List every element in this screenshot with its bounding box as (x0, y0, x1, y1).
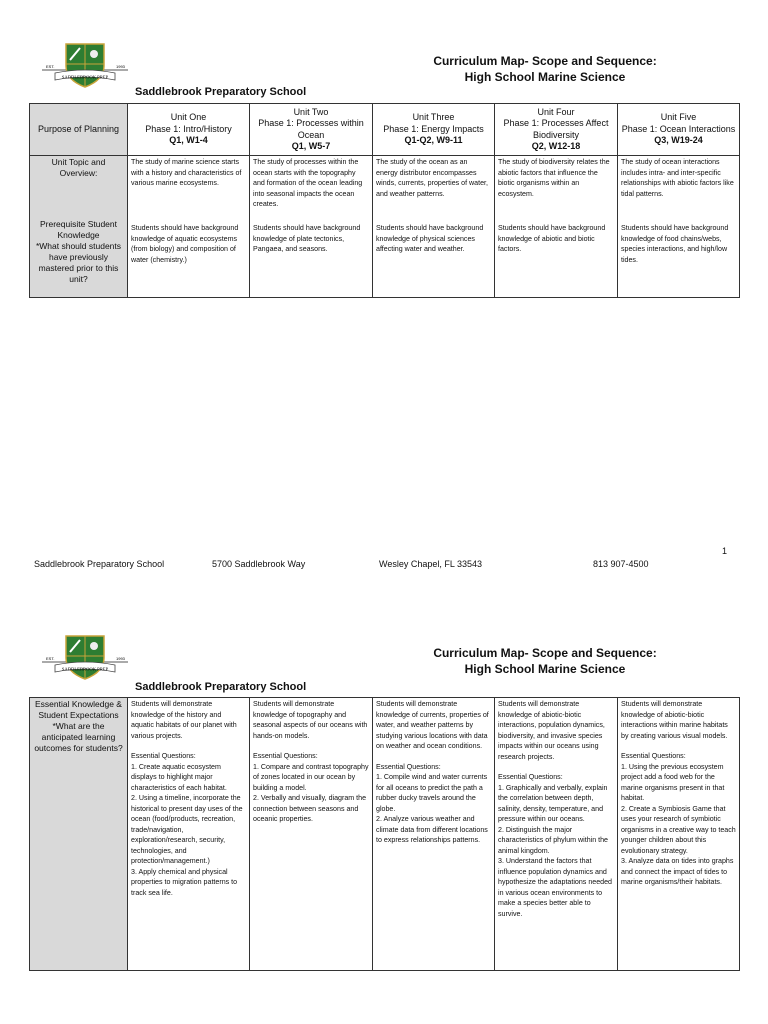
unit-three-expectations: Students will demonstrate knowledge of currents, properties of water, and weather patterns by studying various locations with data on weather and ocean conditions. Essential Questions: 1. Compile wind and water currents for all oceans to predict the path a rubber ducky travels around the globe. 2. Analyze various weather and climate data from different locations to express relationships patterns. (373, 698, 495, 971)
unit-three-header: Unit Three Phase 1: Energy Impacts Q1-Q2, W9-11 (373, 104, 495, 156)
unit-two-header: Unit Two Phase 1: Processes within Ocean Q1, W5-7 (250, 104, 373, 156)
document-title: Curriculum Map- Scope and Sequence: High School Marine Science (433, 54, 657, 84)
footer-city: Wesley Chapel, FL 33543 (379, 559, 483, 569)
unit-four-expectations: Students will demonstrate knowledge of abiotic-biotic interactions, population dynamics, biodiversity, and invasive species impacts within our oceans using research projects. Essential Questions: 1. Graphically and verbally, explain the correlation between depth, salinity, density, temperature, and pressure within our oceans. 2. Distinguish the major characteristics of phylum within the animal kingdom. 3. Understand the factors that influence population dynamics and hypothesize the adaptations needed in various ocean environments to make a species better able to survive. (495, 698, 618, 971)
purpose-header: Purpose of Planning (30, 104, 128, 156)
logo-text: SADDLEBROOK PREP (61, 666, 109, 672)
page-number: 1 (722, 546, 728, 556)
unit-one-cell: The study of marine science starts with a history and characteristics of various marine ecosystems. Students should have background knowledge of aquatic ecosystems (from biology) and composition of water (chemistry.) (128, 156, 250, 298)
unit-one-header: Unit One Phase 1: Intro/History Q1, W1-4 (128, 104, 250, 156)
unit-two-expectations: Students will demonstrate knowledge of topography and seasonal aspects of our oceans with hands-on models. Essential Questions: 1. Compare and contrast topography of zones located in our ocean by building a model. 2. Verbally and visually, diagram the connection between seasons and oceanic properties. (250, 698, 373, 971)
document-title: Curriculum Map- Scope and Sequence: High School Marine Science (433, 646, 657, 676)
unit-three-cell: The study of the ocean as an energy distributor encompasses winds, currents, properties of water, and weather patterns. Students should have background knowledge of physical sciences affecting water and weather. (373, 156, 495, 298)
overview-prereq-row (30, 156, 740, 298)
essential-knowledge-row (30, 698, 740, 971)
curriculum-table-page-1 (29, 103, 740, 298)
footer-address: 5700 Saddlebrook Way (212, 559, 306, 569)
footer-school: Saddlebrook Preparatory School (34, 559, 165, 569)
footer-phone: 813 907-4500 (593, 559, 649, 569)
svg-text:EST.: EST. (46, 656, 55, 661)
row-label-essential-knowledge: Essential Knowledge & Student Expectations *What are the anticipated learning outcomes for students? (30, 698, 128, 971)
unit-one-expectations: Students will demonstrate knowledge of the history and aquatic habitats of our planet with various projects. Essential Questions: 1. Create aquatic ecosystem displays to highlight major characteristics of each habitat. 2. Using a timeline, incorporate the historical to present day uses of the ocean (food/products, recreation, trade/navigation, exploration/research, security, technologies, and protection/management.) 3. Apply chemical and physical properties to migration patterns to track sea life. (128, 698, 250, 971)
svg-text:1993: 1993 (116, 656, 125, 661)
curriculum-table-page-2 (29, 697, 740, 971)
unit-four-header: Unit Four Phase 1: Processes Affect Biodiversity Q2, W12-18 (495, 104, 618, 156)
school-crest-logo (40, 40, 130, 90)
svg-text:1993: 1993 (116, 64, 125, 69)
unit-five-expectations: Students will demonstrate knowledge of abiotic-biotic interactions within marine habitats by creating various visual models. Essential Questions: 1. Using the previous ecosystem project add a food web for the marine organisms present in that habitat. 2. Create a Symbiosis Game that uses your research of symbiotic organisms in a creative way to teach younger children about this evolutionary strategy. 3. Analyze data on tides into graphs and connect the impact of tides to marine organisms/their habitats. (618, 698, 740, 971)
unit-four-cell: The study of biodiversity relates the abiotic factors that influence the biotic organisms within an ecosystem. Students should have background knowledge of abiotic and biotic factors. (495, 156, 618, 298)
school-name: Saddlebrook Preparatory School (135, 681, 307, 693)
unit-five-cell: The study of ocean interactions includes intra- and inter-specific relationships with abiotic factors like tidal patterns. Students should have background knowledge of food chains/webs, species interactions, and high/low tides. (618, 156, 740, 298)
page-2 (0, 620, 768, 1024)
school-crest-logo (40, 632, 130, 682)
unit-five-header: Unit Five Phase 1: Ocean Interactions Q3, W19-24 (618, 104, 740, 156)
unit-two-cell: The study of processes within the ocean starts with the topography and formation of the ocean leading into seasonal impacts the ocean creates. Students should have background knowledge of plate tectonics, Pangaea, and seasons. (250, 156, 373, 298)
row-label-overview-prereq: Unit Topic and Overview: Prerequisite Student Knowledge *What should students have previously mastered prior to this unit? (30, 156, 128, 298)
unit-header-row (30, 104, 740, 156)
logo-text: SADDLEBROOK PREP (61, 74, 109, 80)
svg-text:EST.: EST. (46, 64, 55, 69)
school-name: Saddlebrook Preparatory School (135, 86, 307, 98)
page-footer (34, 559, 734, 573)
